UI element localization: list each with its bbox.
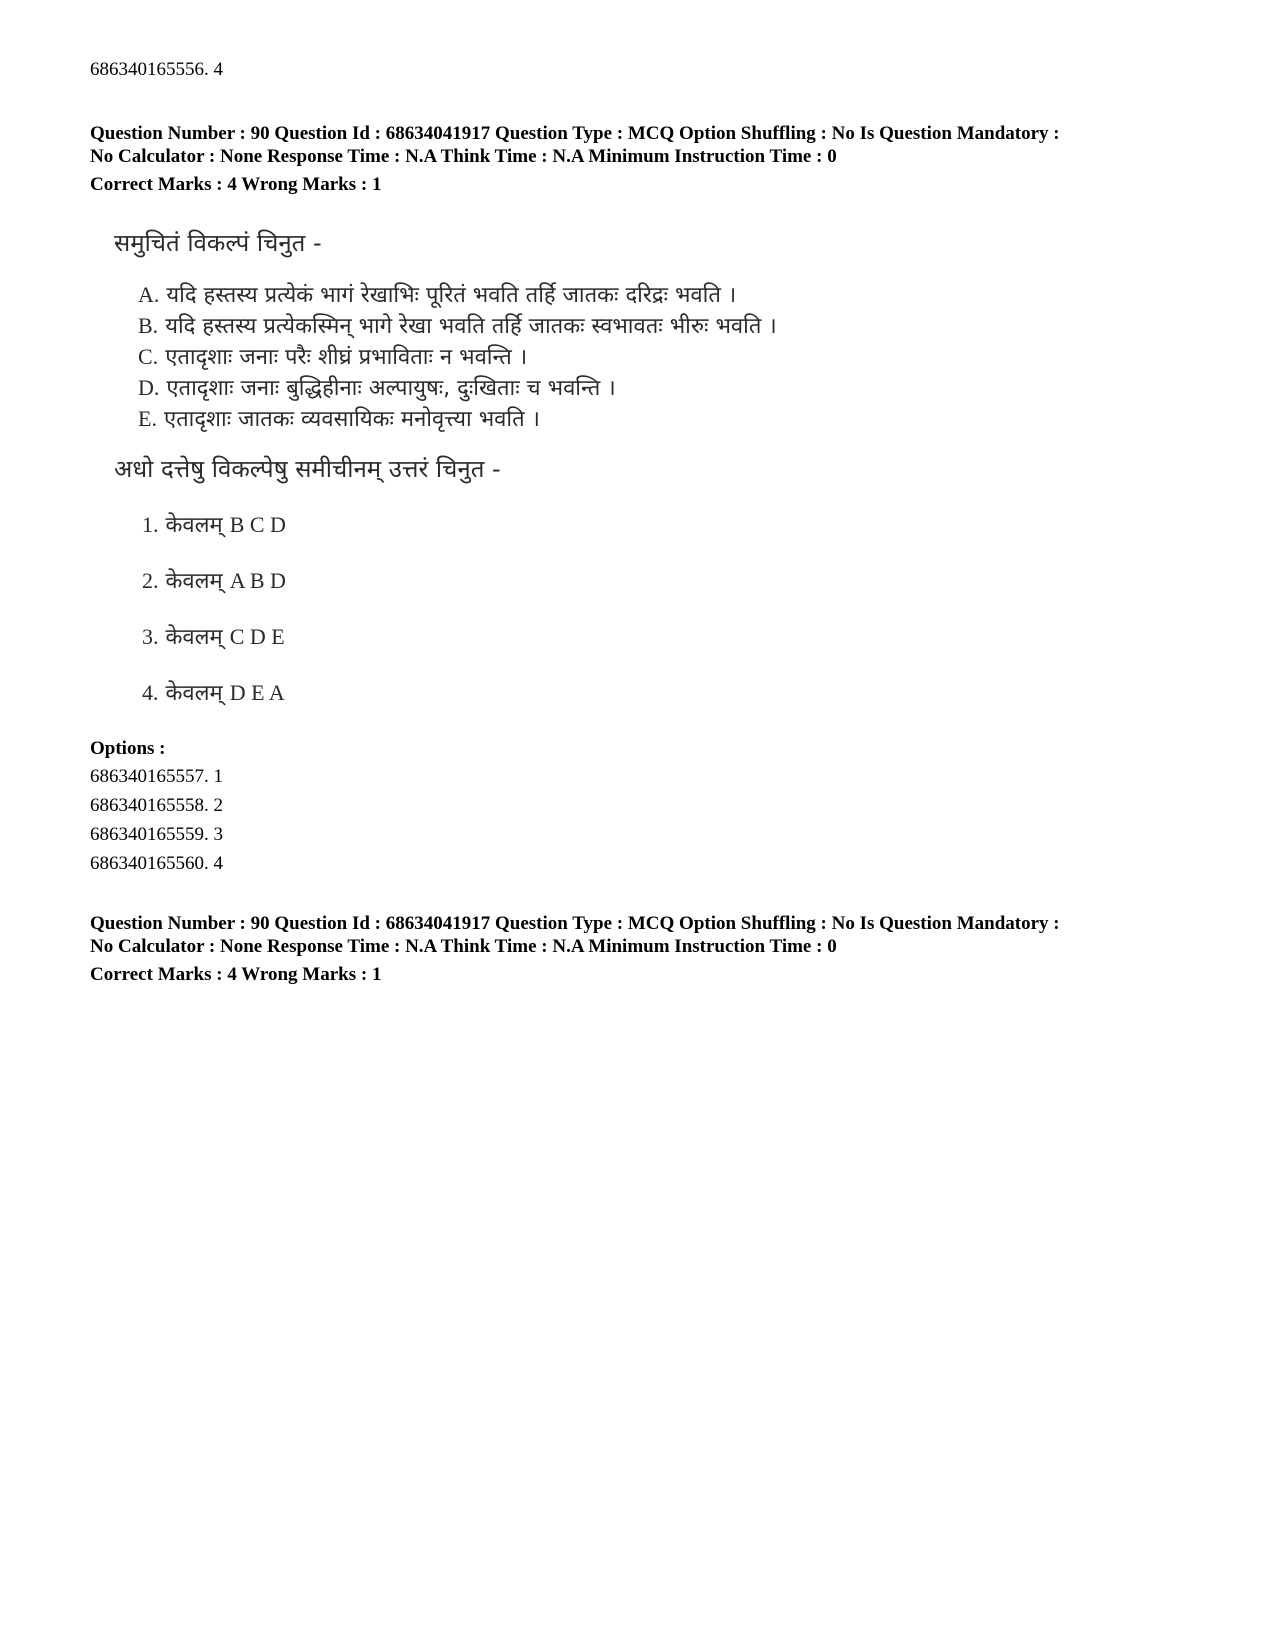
option-item: 686340165559. 3 <box>90 824 223 845</box>
question-meta-line-2: No Calculator : None Response Time : N.A Think Time : N.A Minimum Instruction Time : 0 <box>90 146 837 167</box>
choice-word: केवलम् <box>165 625 223 650</box>
choice-letters: D E A <box>229 680 285 705</box>
question-header <box>90 122 1060 168</box>
statement-label: B. <box>138 313 159 338</box>
choice-item <box>142 622 285 653</box>
choice-item <box>142 566 286 597</box>
option-item: 686340165558. 2 <box>90 795 223 816</box>
choice-number: 4. <box>142 680 159 705</box>
options-list <box>90 762 223 878</box>
statement-item <box>138 404 777 435</box>
choice-word: केवलम् <box>165 569 223 594</box>
next-question-header <box>90 912 1060 958</box>
statement-text: यदि हस्तस्य प्रत्येकस्मिन् भागे रेखा भवति तर्हि जातकः स्वभावतः भीरुः भवति । <box>165 314 777 339</box>
choice-number: 3. <box>142 624 159 649</box>
choice-letters: A B D <box>229 568 286 593</box>
question-meta-line-1: Question Number : 90 Question Id : 68634041917 Question Type : MCQ Option Shuffling : No Is Question Mandatory : <box>90 123 1060 144</box>
statement-item <box>138 280 777 311</box>
option-item: 686340165560. 4 <box>90 853 223 874</box>
statement-item <box>138 311 777 342</box>
statement-item <box>138 342 777 373</box>
choice-number: 2. <box>142 568 159 593</box>
options-label: Options : <box>90 738 166 759</box>
next-question-meta-line-1: Question Number : 90 Question Id : 68634041917 Question Type : MCQ Option Shuffling : No Is Question Mandatory : <box>90 913 1060 934</box>
statement-list <box>138 280 777 435</box>
statement-text: यदि हस्तस्य प्रत्येकं भागं रेखाभिः पूरितं भवति तर्हि जातकः दरिद्रः भवति । <box>166 283 737 308</box>
choice-letters: B C D <box>229 512 286 537</box>
choice-letters: C D E <box>229 624 285 649</box>
statement-text: एतादृशाः जनाः बुद्धिहीनाः अल्पायुषः, दुःखिताः च भवन्ति । <box>166 376 616 401</box>
question-instruction: समुचितं विकल्पं चिनुत - <box>114 229 322 257</box>
choice-word: केवलम् <box>165 681 223 706</box>
question-prompt: अधो दत्तेषु विकल्पेषु समीचीनम् उत्तरं चिनुत - <box>114 455 501 483</box>
statement-text: एतादृशाः जातकः व्यवसायिकः मनोवृत्त्या भवति । <box>163 407 540 432</box>
question-body-image <box>112 228 872 748</box>
next-question-marks: Correct Marks : 4 Wrong Marks : 1 <box>90 964 382 985</box>
statement-label: C. <box>138 344 159 369</box>
statement-item <box>138 373 777 404</box>
statement-text: एतादृशाः जनाः परैः शीघ्रं प्रभाविताः न भवन्ति । <box>165 345 528 370</box>
statement-label: E. <box>138 406 157 431</box>
option-item: 686340165557. 1 <box>90 766 223 787</box>
next-question-meta-line-2: No Calculator : None Response Time : N.A Think Time : N.A Minimum Instruction Time : 0 <box>90 936 837 957</box>
statement-label: D. <box>138 375 160 400</box>
question-marks: Correct Marks : 4 Wrong Marks : 1 <box>90 174 382 195</box>
choice-item <box>142 678 285 709</box>
choice-item <box>142 510 286 541</box>
previous-option-text: 686340165556. 4 <box>90 59 223 80</box>
choice-number: 1. <box>142 512 159 537</box>
choice-word: केवलम् <box>165 513 223 538</box>
statement-label: A. <box>138 282 160 307</box>
